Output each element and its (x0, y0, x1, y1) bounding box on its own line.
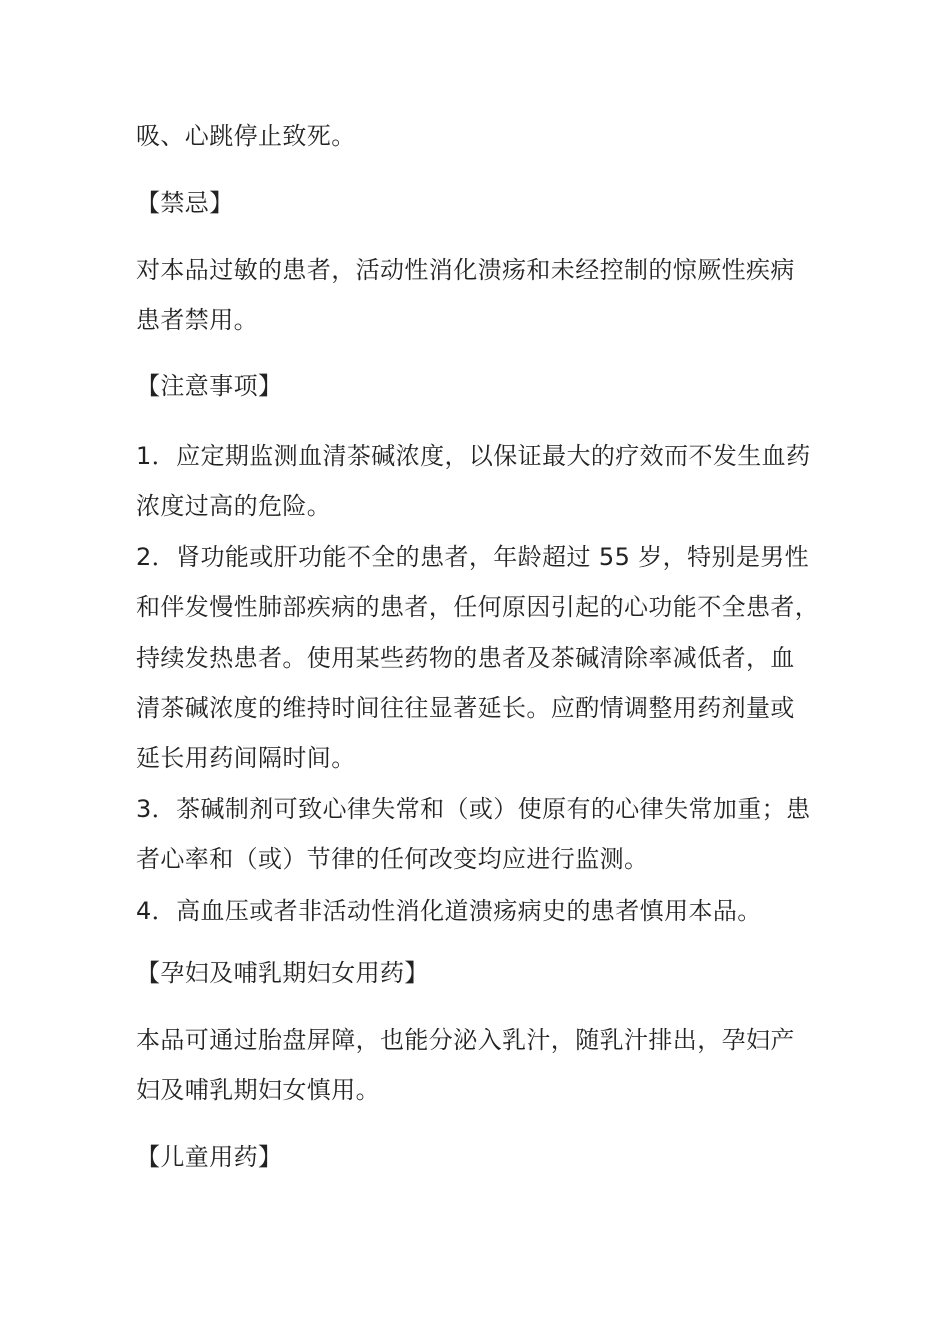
intro-line-1: 吸、心跳停止致死。 (136, 122, 356, 150)
precaution-2-line-4: 清茶碱浓度的维持时间往往显著延长。应酌情调整用药剂量或 (136, 694, 795, 722)
contraindications-line-2: 患者禁用。 (136, 306, 258, 334)
pediatric-heading: 【儿童用药】 (136, 1143, 283, 1171)
precaution-1-line-2: 浓度过高的危险。 (136, 492, 332, 520)
precaution-2-line-5: 延长用药间隔时间。 (136, 744, 356, 772)
contraindications-line-1: 对本品过敏的患者，活动性消化溃疡和未经控制的惊厥性疾病 (136, 256, 795, 284)
precaution-2-line-1: 2．肾功能或肝功能不全的患者，年龄超过 55 岁，特别是男性 (136, 543, 810, 571)
pregnancy-line-2: 妇及哺乳期妇女慎用。 (136, 1076, 380, 1104)
pregnancy-line-1: 本品可通过胎盘屏障，也能分泌入乳汁，随乳汁排出，孕妇产 (136, 1026, 795, 1054)
precaution-3-line-2: 者心率和（或）节律的任何改变均应进行监测。 (136, 845, 649, 873)
precaution-4-line-1: 4．高血压或者非活动性消化道溃疡病史的患者慎用本品。 (136, 897, 762, 925)
pregnancy-heading: 【孕妇及哺乳期妇女用药】 (136, 959, 429, 987)
precautions-heading: 【注意事项】 (136, 372, 283, 400)
contraindications-heading: 【禁忌】 (136, 189, 234, 217)
precaution-2-line-2: 和伴发慢性肺部疾病的患者，任何原因引起的心功能不全患者， (136, 593, 820, 621)
precaution-3-line-1: 3．茶碱制剂可致心律失常和（或）使原有的心律失常加重；患 (136, 795, 811, 823)
precaution-2-line-3: 持续发热患者。使用某些药物的患者及茶碱清除率减低者，血 (136, 644, 795, 672)
precaution-1-line-1: 1．应定期监测血清茶碱浓度，以保证最大的疗效而不发生血药 (136, 442, 811, 470)
document-page (136, 0, 820, 1344)
